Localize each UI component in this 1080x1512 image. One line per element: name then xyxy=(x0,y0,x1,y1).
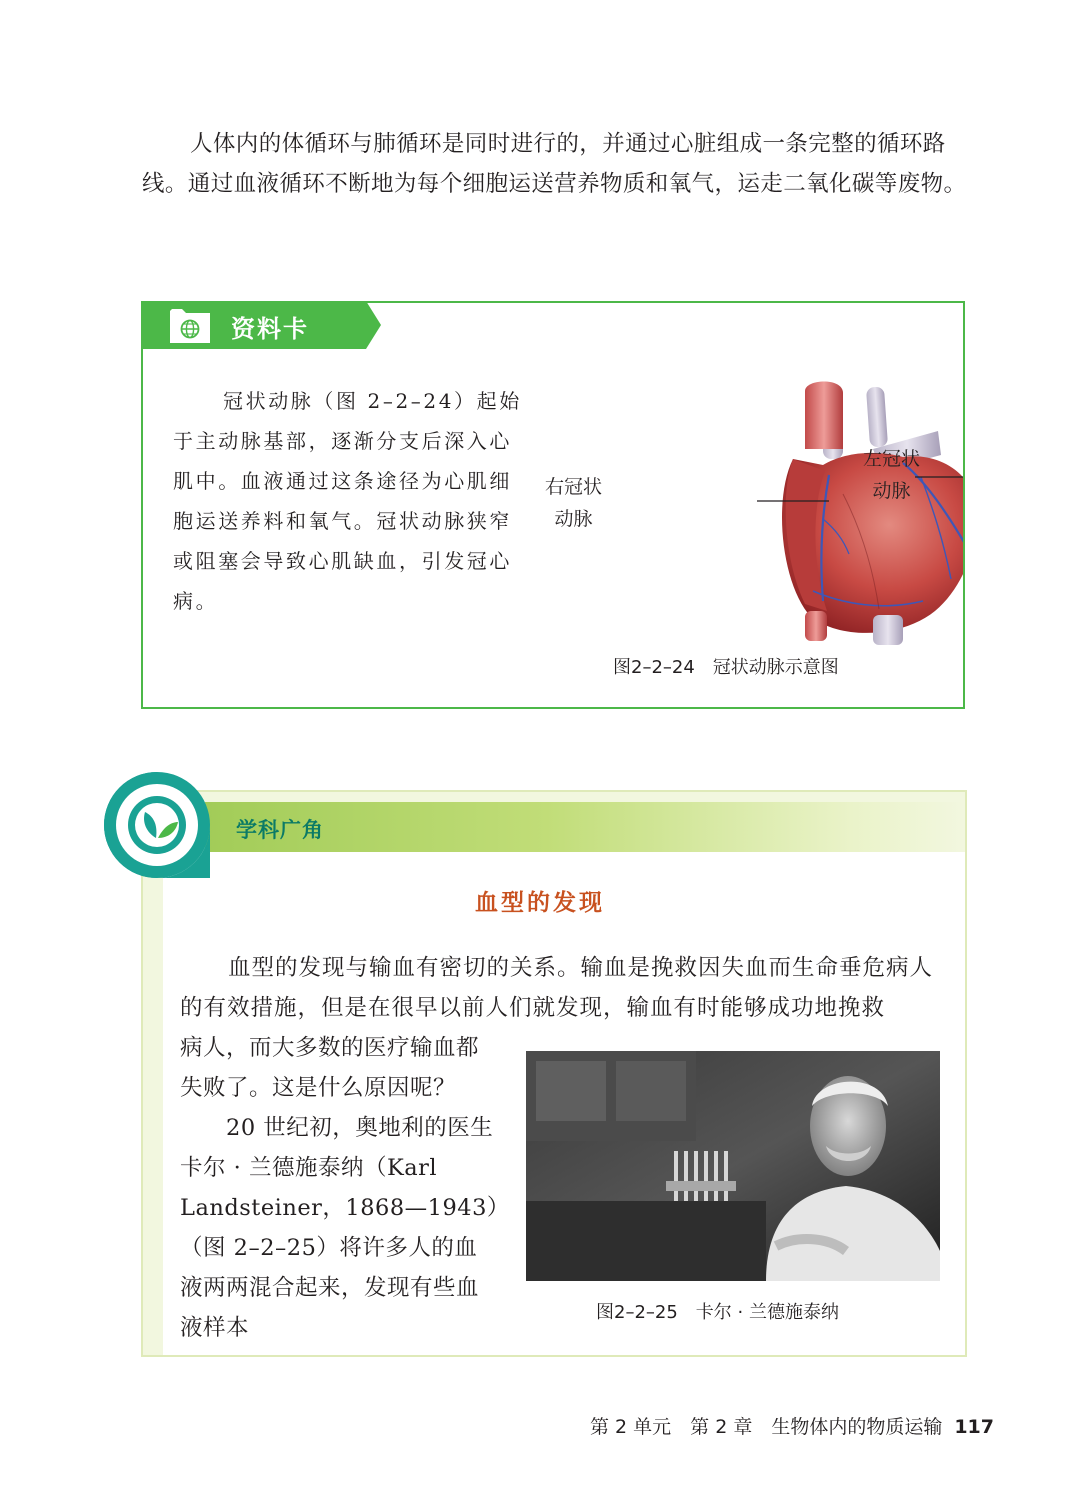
blood-type-paragraph-2: 20 世纪初，奥地利的医生卡尔 · 兰德施泰纳（Karl Landsteiner，1868—1943）（图 2–2–25）将许多人的血液两两混合起来，发现有些血液样本 xyxy=(180,1115,499,1341)
leaf-logo-icon xyxy=(98,766,216,884)
page-footer xyxy=(590,1412,994,1439)
blood-type-paragraph-1: 血型的发现与输血有密切的关系。输血是挽救因失血而生命垂危病人的有效措施，但是在很早以前人们就发现，输血有时能够成功地挽救 xyxy=(180,955,934,1021)
info-card-title: 资料卡 xyxy=(231,315,309,343)
label-left-coronary: 左冠状 动脉 xyxy=(863,448,921,502)
globe-icon xyxy=(168,309,212,345)
page-number: 117 xyxy=(954,1416,994,1438)
intro-paragraph: 人体内的体循环与肺循环是同时进行的，并通过心脏组成一条完整的循环路线。通过血液循环不断地为每个细胞运送营养物质和氧气，运走二氧化碳等废物。 xyxy=(142,131,967,197)
info-card-body: 冠状动脉（图 2–2–24）起始于主动脉基部，逐渐分支后深入心肌中。血液通过这条途径为心肌细胞运送养料和氧气。冠状动脉狭窄或阻塞会导致心肌缺血，引发冠心病。 xyxy=(173,389,522,613)
info-card xyxy=(141,301,965,709)
figure-caption-24: 图2–2–24 冠状动脉示意图 xyxy=(613,657,839,678)
heart-figure xyxy=(543,379,963,647)
info-card-tab xyxy=(141,301,381,349)
footer-chapter: 第 2 单元 第 2 章 生物体内的物质运输 xyxy=(589,1416,943,1438)
section-title: 血型的发现 xyxy=(475,889,605,916)
discipline-band-title: 学科广角 xyxy=(236,818,324,842)
blood-type-paragraph-1-cont: 病人，而大多数的医疗输血都失败了。这是什么原因呢？ xyxy=(180,1035,480,1101)
heart-illustration xyxy=(543,379,963,647)
label-right-coronary: 右冠状 动脉 xyxy=(545,476,603,530)
figure-caption-25: 图2–2–25 卡尔 · 兰德施泰纳 xyxy=(596,1302,839,1323)
landsteiner-photo xyxy=(526,1051,940,1281)
